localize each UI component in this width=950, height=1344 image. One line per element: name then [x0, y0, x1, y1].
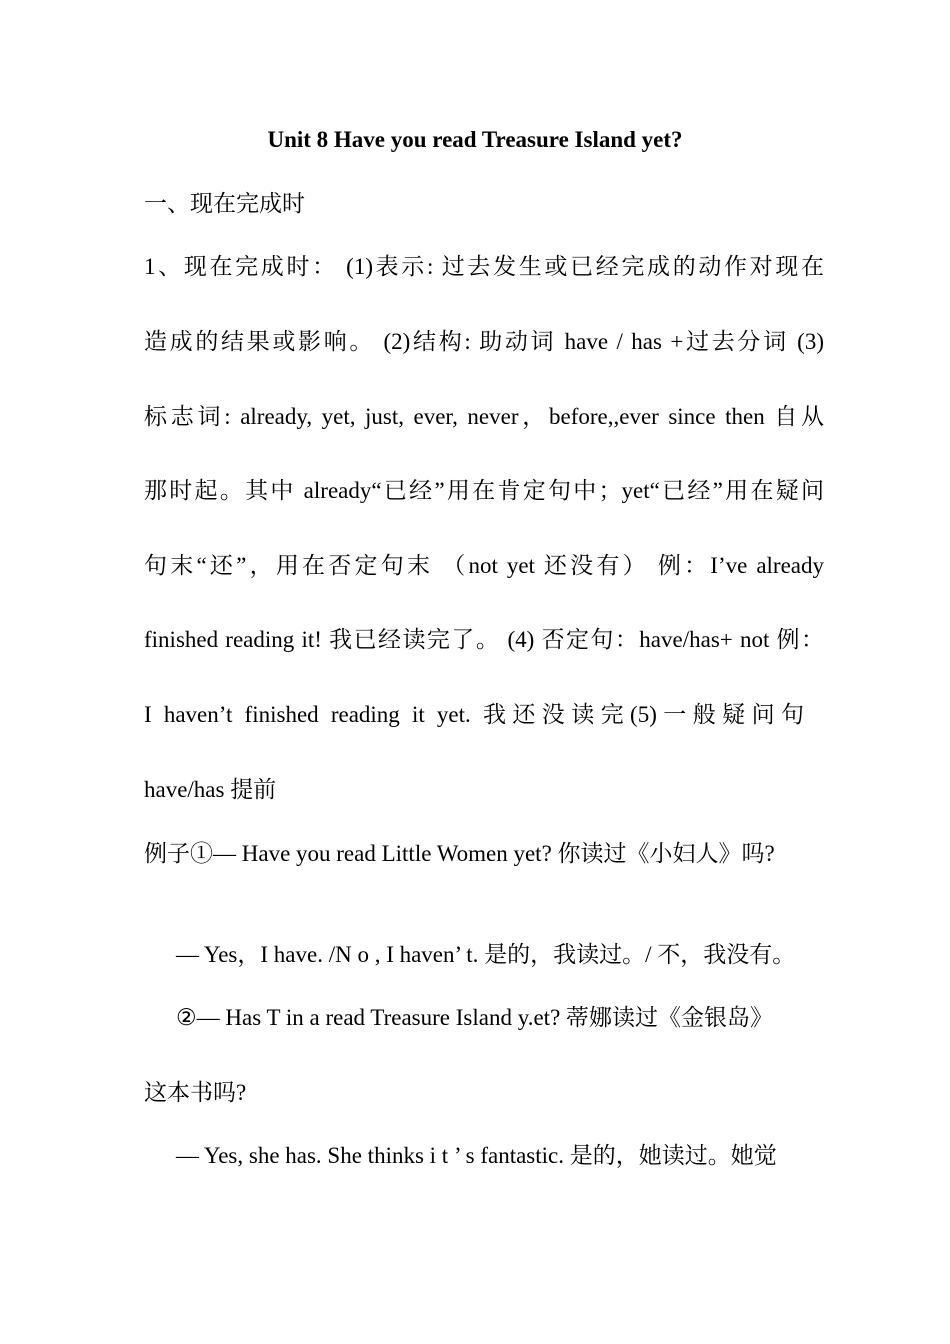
- body-line-5: 句末“还”，用在否定句末 （not yet 还没有） 例：I’ve already: [144, 553, 824, 578]
- body-line-6: finished reading it! 我已经读完了。 (4) 否定句：have/has+ not 例：: [144, 627, 824, 652]
- body-line-3: 标志词: already, yet, just, ever, never，before,,ever since then 自从: [144, 404, 824, 429]
- body-line-7: I haven’t finished reading it yet. 我还没读完(5)一般疑问句: [144, 702, 804, 727]
- example-1-answer: — Yes，I have. /N o , I haven’ t. 是的，我读过。/ 不，我没有。: [176, 942, 796, 967]
- body-line-8: have/has 提前: [144, 777, 277, 802]
- body-line-2: 造成的结果或影响。 (2)结构: 助动词 have / has +过去分词 (3): [144, 329, 824, 354]
- example-2-answer: — Yes, she has. She thinks i t ’ s fantastic. 是的，她读过。她觉: [176, 1143, 777, 1168]
- example-2-question: ②— Has T in a read Treasure Island y.et? 蒂娜读过《金银岛》: [176, 1005, 774, 1030]
- body-line-4: 那时起。其中 already“已经”用在肯定句中；yet“已经”用在疑问: [144, 478, 824, 503]
- document-title: Unit 8 Have you read Treasure Island yet?: [267, 127, 683, 152]
- example-2-question-continued: 这本书吗?: [144, 1080, 247, 1105]
- example-1-question: 例子①— Have you read Little Women yet? 你读过《小妇人》吗?: [144, 841, 775, 866]
- body-line-1: 1、现在完成时： (1)表示: 过去发生或已经完成的动作对现在: [144, 254, 824, 279]
- section-heading: 一、现在完成时: [144, 191, 305, 217]
